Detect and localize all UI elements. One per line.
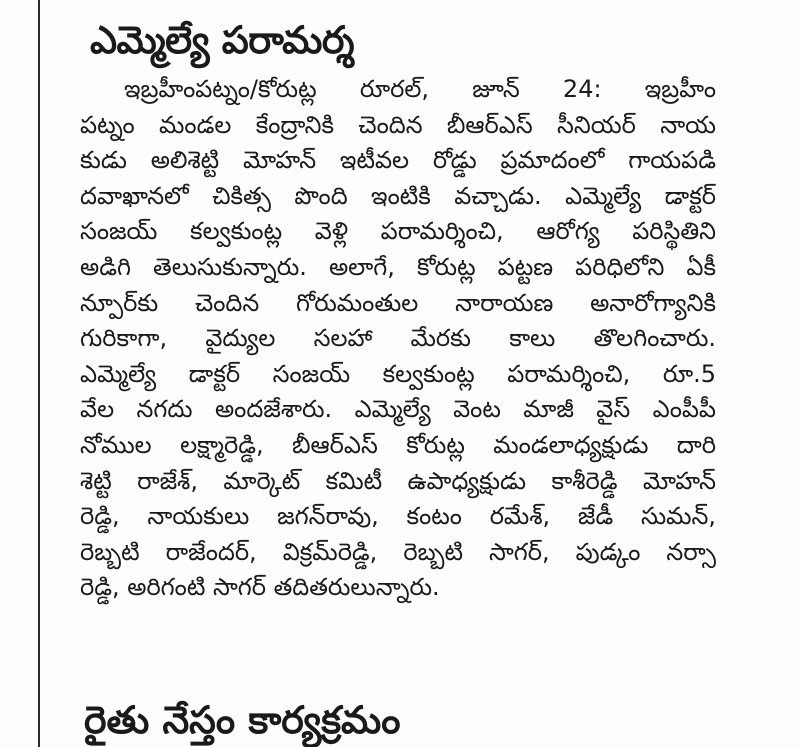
column-divider [38, 0, 40, 747]
body-line: గురికాగా, వైద్యుల సలహా మేరకు కాలు తొలగించారు. [80, 324, 716, 353]
article [80, 0, 720, 606]
body-line: నోముల లక్ష్మారెడ్డి, బీఆర్ఎస్ కోరుట్ల మండలాధ్యక్షుడు దారి [80, 430, 716, 459]
body-line: సంజయ్ కల్వకుంట్ల వెళ్లి పరామర్శించి, ఆరోగ్య పరిస్థితిని [80, 217, 716, 246]
body-line: ఇబ్రహీంపట్నం/కోరుట్ల రూరల్, జూన్ 24: ఇబ్రహీం [124, 75, 716, 103]
body-line: దవాఖానలో చికిత్స పొంది ఇంటికి వచ్చాడు. ఎమ్మెల్యే డాక్టర్ [80, 181, 716, 210]
body-line: రెబ్బటి రాజేందర్, విక్రమ్‌రెడ్డి, రెబ్బటి సాగర్, పుడ్కం నర్సా [80, 537, 716, 566]
body-line: వేల నగదు అందజేశారు. ఎమ్మెల్యే వెంట మాజీ వైస్ ఎంపీపీ [80, 395, 716, 424]
body-line: పట్నం మండల కేంద్రానికి చెందిన బీఆర్ఎస్ సీనియర్ నాయ [80, 110, 716, 139]
body-line: న్పూర్‌కు చెందిన గోరుమంతుల నారాయణ అనారోగ్యానికి [80, 288, 716, 317]
body-line: ఎమ్మెల్యే డాక్టర్ సంజయ్ కల్వకుంట్ల పరామర్శించి, రూ.5 [80, 359, 716, 388]
body-line: రెడ్డి, నాయకులు జగన్‌రావు, కంటం రమేశ్, జేడీ సుమన్, [80, 502, 716, 531]
article-headline: ఎమ్మెల్యే పరామర్శ [90, 18, 355, 62]
next-article-headline: రైతు నేస్తం కార్యక్రమం [84, 698, 401, 742]
body-line: కుడు అలిశెట్టి మోహన్ ఇటీవల రోడ్డు ప్రమాదంలో గాయపడి [80, 146, 716, 175]
body-line: రెడ్డి, అరిగంటి సాగర్ తదితరులున్నారు. [80, 573, 440, 602]
article-body [80, 72, 720, 606]
body-line: అడిగి తెలుసుకున్నారు. అలాగే, కోరుట్ల పట్టణ పరిధిలోని ఏకీ [80, 252, 716, 281]
body-line: శెట్టి రాజేశ్, మార్కెట్ కమిటీ ఉపాధ్యక్షుడు కాశీరెడ్డి మోహన్ [80, 466, 716, 495]
